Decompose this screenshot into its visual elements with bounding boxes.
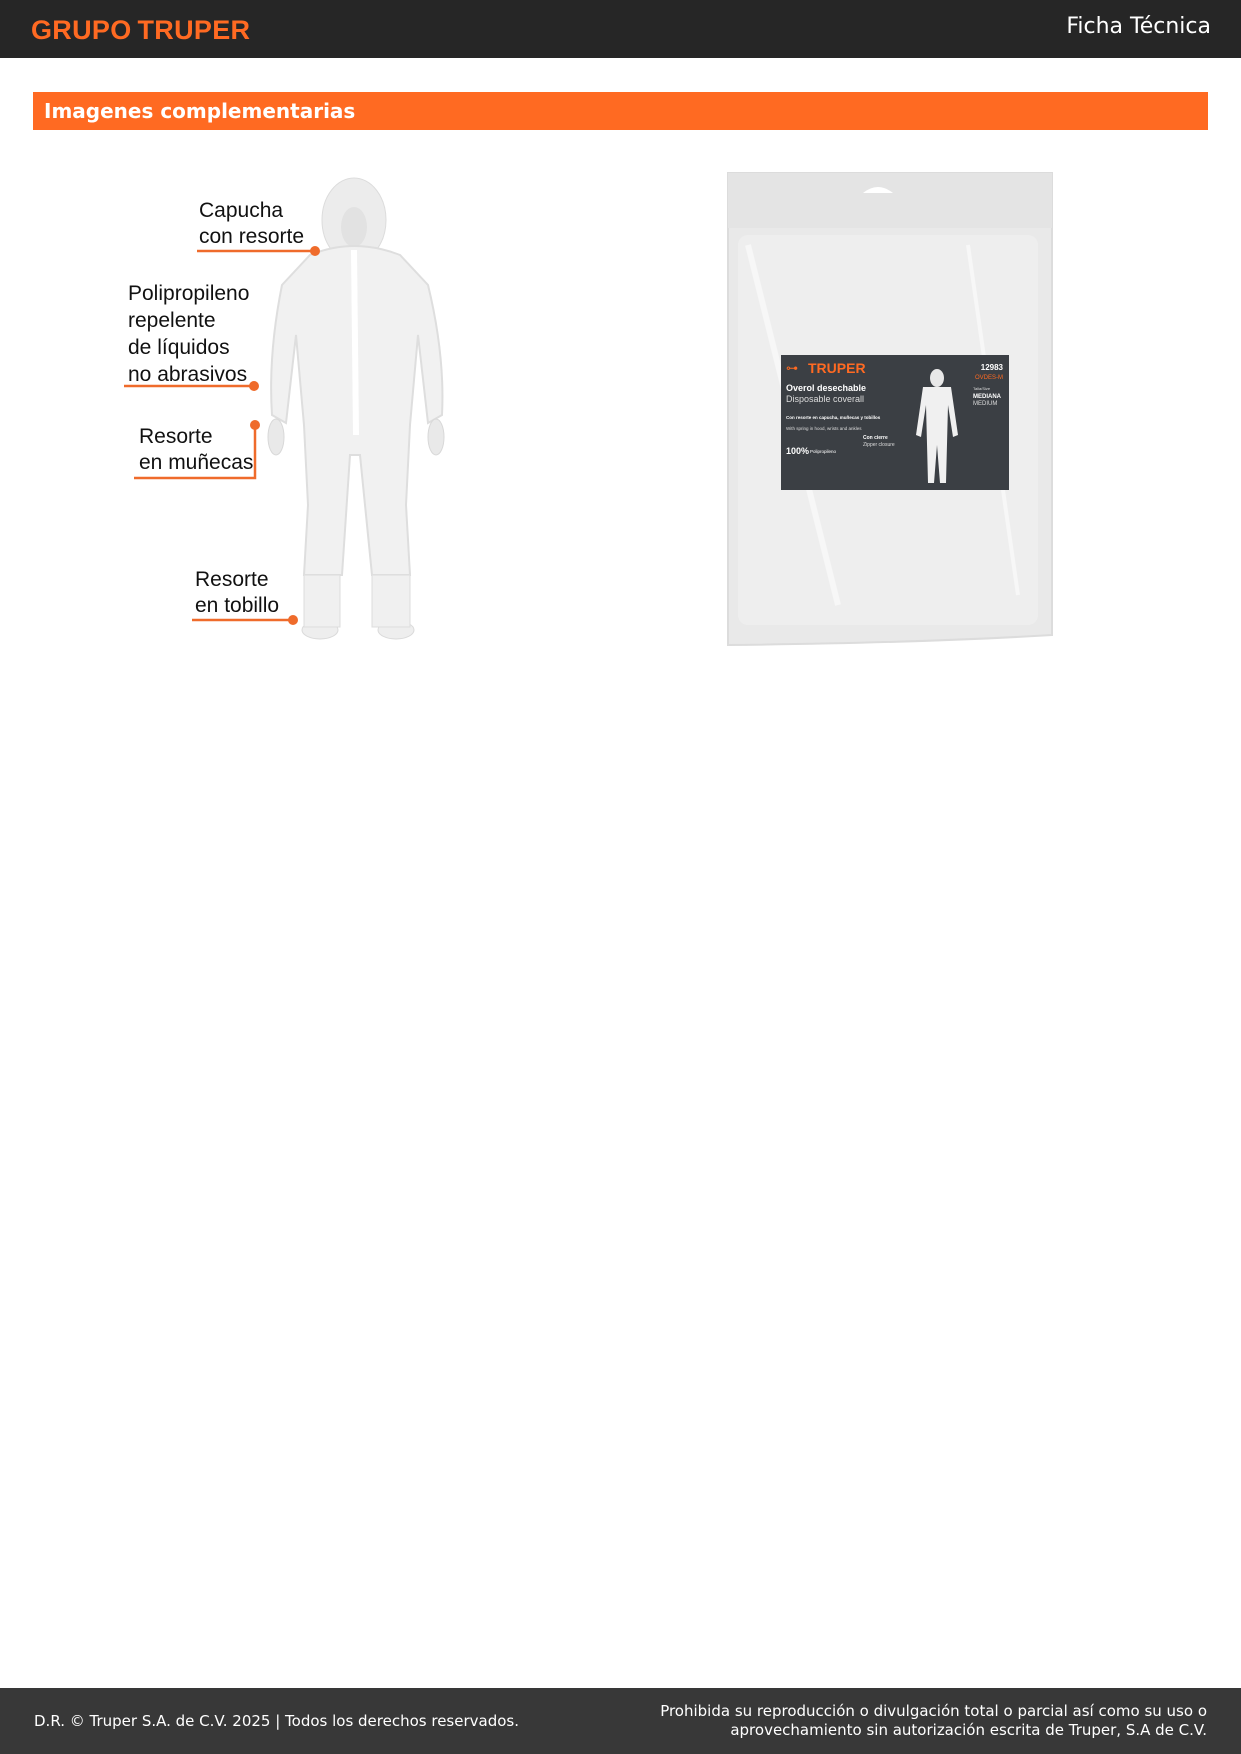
label-product-en: Disposable coverall (786, 394, 865, 404)
svg-text:⊶: ⊶ (786, 361, 798, 375)
callout-material-line4: no abrasivos (128, 363, 248, 386)
footer-disclaimer-line1: Prohibida su reproducción o divulgación total o parcial así como su uso o (660, 1702, 1207, 1720)
callout-material-line1: Polipropileno (128, 282, 250, 305)
document-title: Ficha Técnica (1066, 14, 1211, 39)
brand-logo-truper: TRUPER (137, 15, 251, 45)
callout-hood-line2: con resorte (199, 225, 305, 248)
callout-ankles-line1: Resorte (195, 568, 269, 591)
callout-hood-line1: Capucha (199, 199, 284, 222)
label-product-es: Overol desechable (786, 383, 867, 393)
footer-disclaimer-line2: aprovechamiento sin autorización escrita de Truper, S.A de C.V. (730, 1721, 1207, 1739)
label-material: Polipropileno (810, 449, 837, 454)
package-image (718, 165, 1058, 650)
label-material-pct: 100% (786, 446, 810, 456)
label-feature-es: Con resorte en capucha, muñecas y tobillos (786, 415, 881, 420)
callout-material (124, 282, 259, 391)
callout-wrists (134, 420, 260, 478)
brand-logo-grupo: GRUPO (31, 15, 132, 45)
label-size-es: MEDIANA (973, 394, 1001, 400)
top-bar (0, 0, 1241, 58)
label-model: OVDES-M (974, 375, 1003, 381)
brand-logo (31, 15, 250, 46)
label-zipper-es: Con cierre (863, 435, 888, 441)
label-zipper-en: Zipper closure (863, 442, 895, 448)
label-size-caption: Talla/Size (973, 386, 991, 391)
label-brand: TRUPER (808, 360, 866, 376)
coverall-feature-image (110, 175, 480, 645)
callout-hood (197, 199, 320, 256)
callout-ankles-line2: en tobillo (195, 594, 280, 617)
callout-material-line3: de líquidos (128, 336, 230, 359)
label-feature-en: With spring in hood, wrists and ankles (786, 426, 862, 431)
footer (0, 1688, 1241, 1754)
label-size-en: MEDIUM (973, 401, 998, 407)
footer-disclaimer (567, 1702, 1207, 1740)
footer-copyright: D.R. © Truper S.A. de C.V. 2025 | Todos los derechos reservados. (34, 1712, 519, 1730)
callout-wrists-line2: en muñecas (139, 451, 254, 474)
section-header (33, 92, 1208, 130)
label-code: 12983 (980, 363, 1003, 372)
callout-wrists-line1: Resorte (139, 425, 213, 448)
callout-ankles (192, 568, 298, 625)
package-label (781, 355, 1009, 490)
callout-material-line2: repelente (128, 309, 216, 332)
section-title: Imagenes complementarias (44, 99, 356, 123)
